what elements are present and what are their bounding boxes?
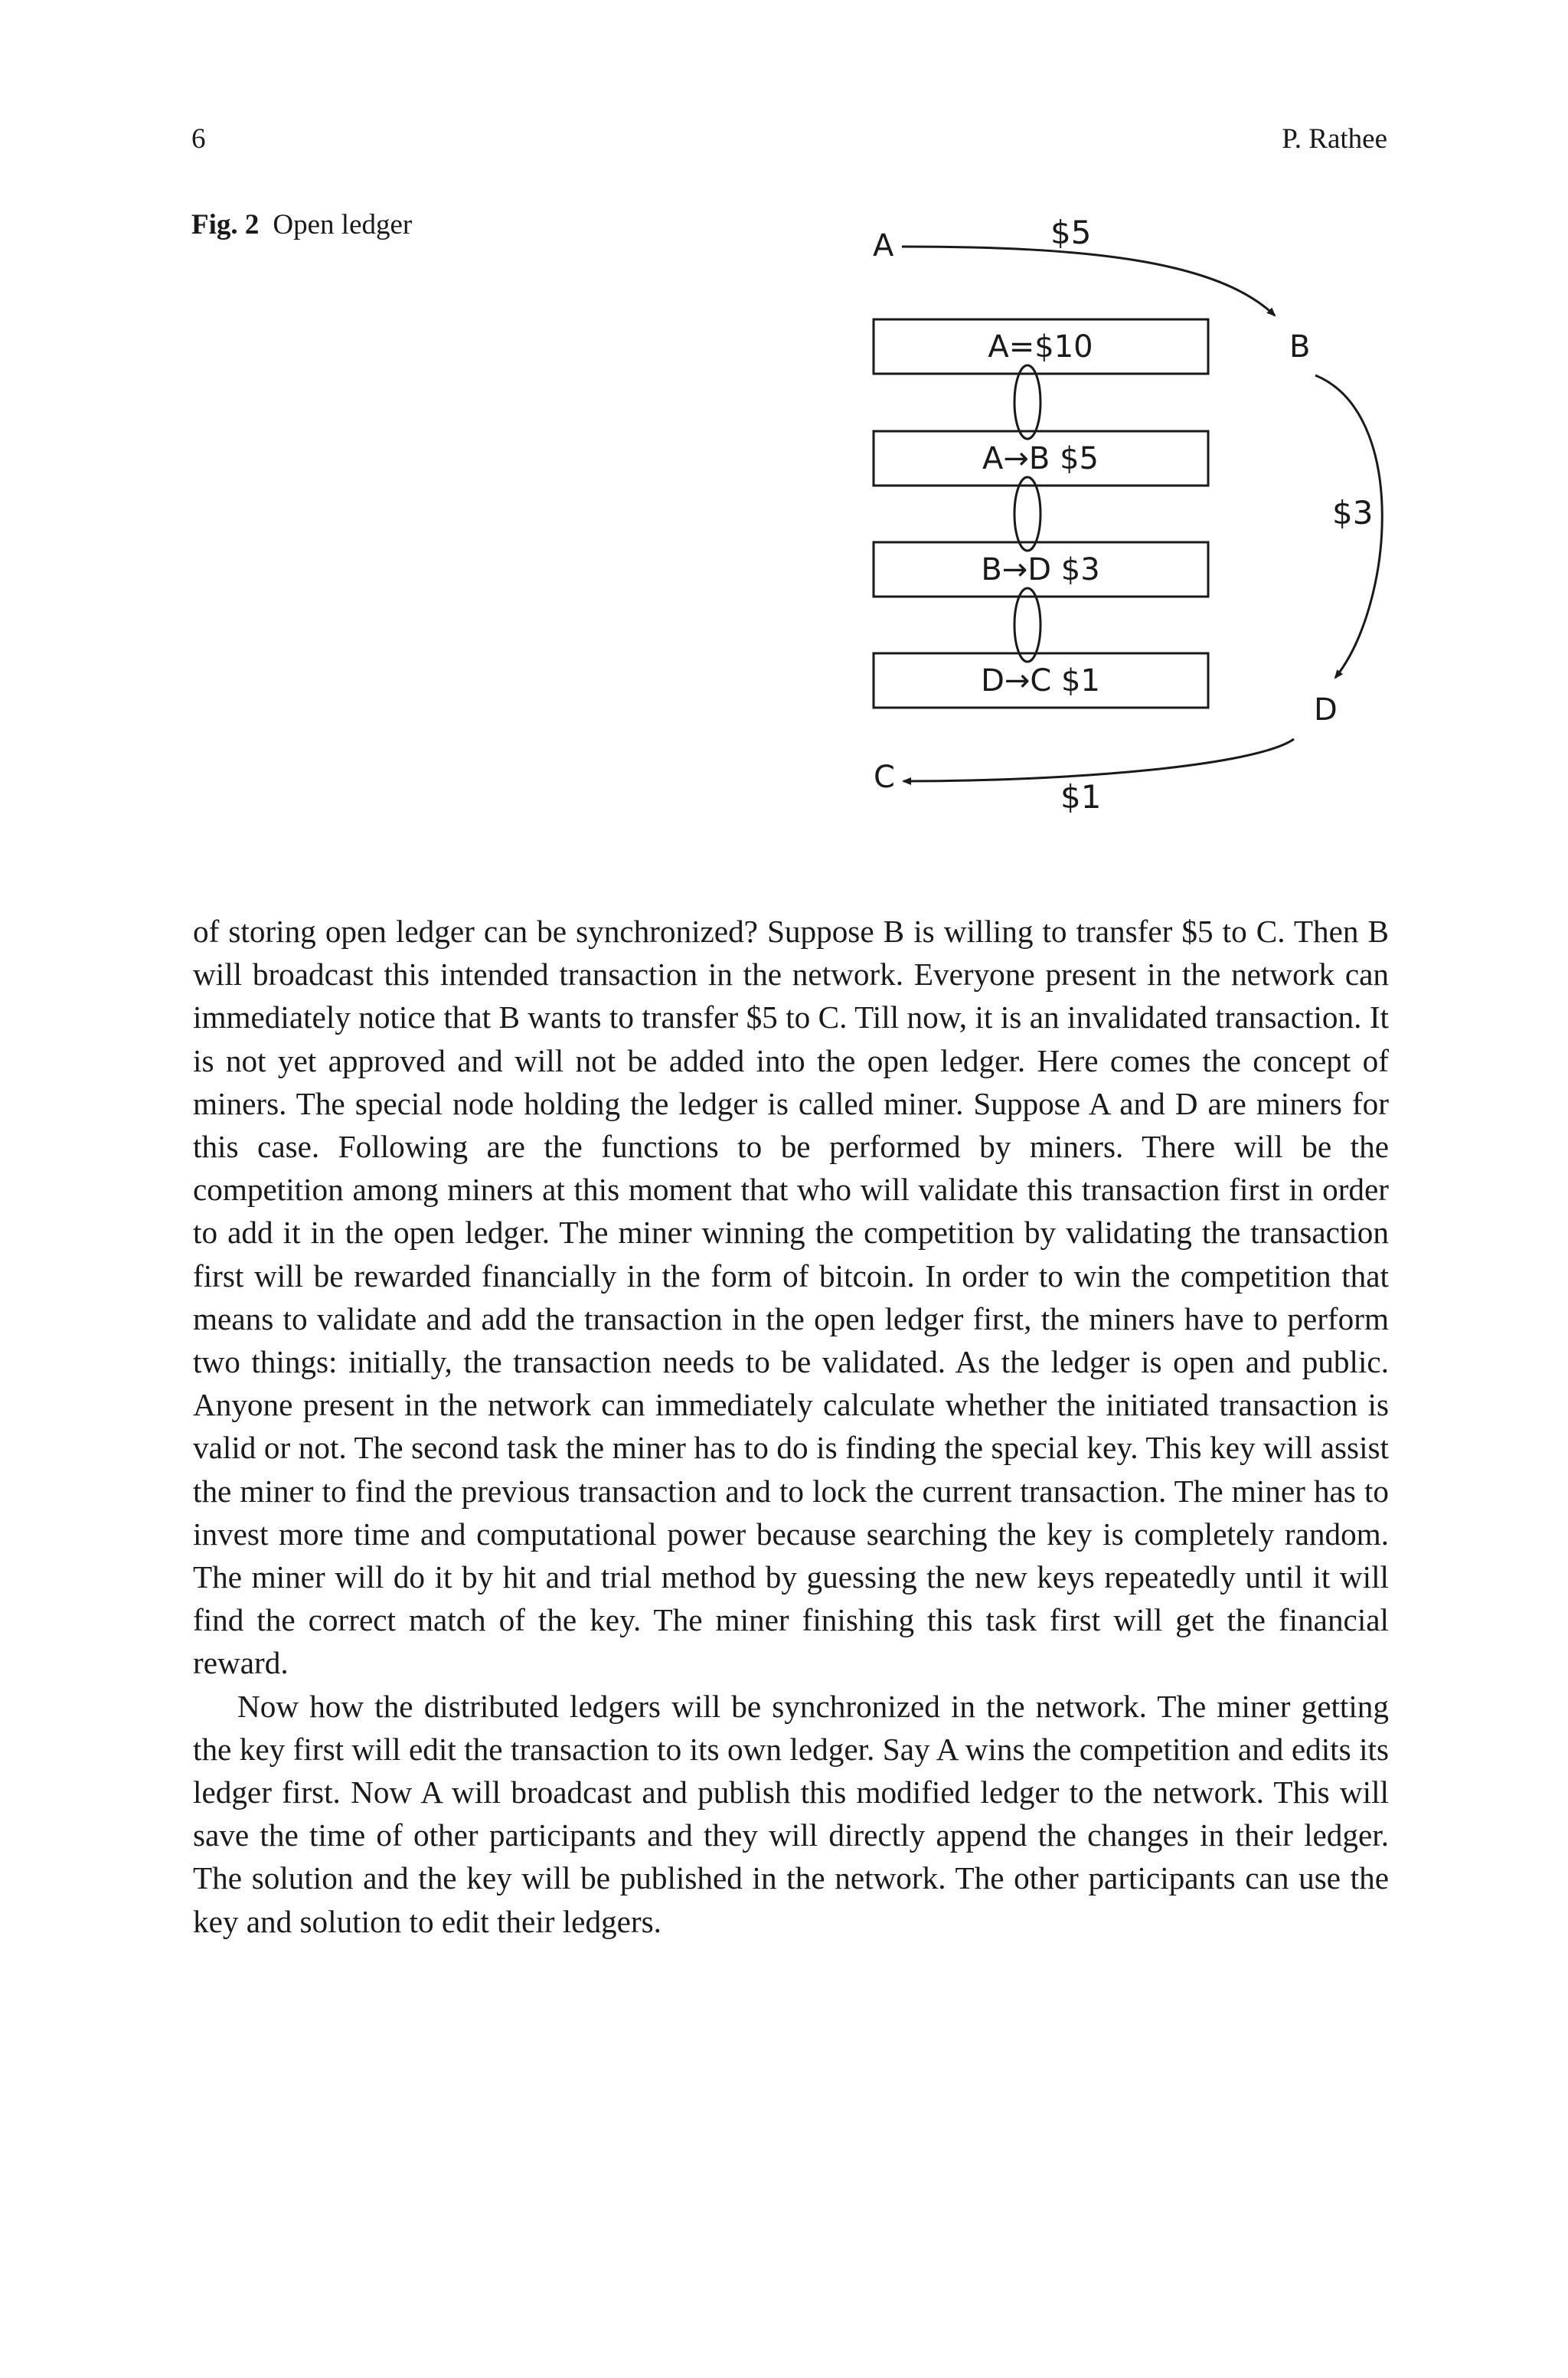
ledger-block-1-text: A=$10	[988, 329, 1093, 365]
running-author: P. Rathee	[1282, 123, 1387, 155]
ledger-block-4-text: D→C $1	[981, 663, 1100, 698]
body-text	[193, 910, 1389, 1943]
chain-link-2	[1014, 477, 1040, 551]
edge-label-d-to-c: $1	[1060, 778, 1102, 816]
node-b-label: B	[1289, 329, 1311, 365]
chain-link-3	[1014, 588, 1040, 662]
edge-label-a-to-b: $5	[1050, 214, 1092, 251]
open-ledger-diagram	[0, 0, 1568, 865]
node-a-label: A	[873, 228, 894, 263]
arrow-d-to-c	[903, 739, 1294, 781]
figure-label: Fig. 2	[191, 209, 260, 240]
paragraph-2: Now how the distributed ledgers will be synchronized in the network. The miner getting the key first will edit the transaction to its own ledger. Say A wins the competition and edits its ledger first. Now A will broadcast and publish this modified ledger to the network. This will save the time of other participants and they will directly append the changes in their ledger. The solution and the key will be published in the network. The other participants can use the key and solution to edit their ledgers.	[193, 1688, 1389, 1939]
page-number: 6	[191, 123, 206, 155]
edge-label-b-to-d: $3	[1332, 494, 1374, 532]
figure-caption-text: Open ledger	[273, 209, 413, 240]
arrow-a-to-b	[902, 247, 1275, 316]
node-d-label: D	[1314, 692, 1338, 728]
chain-link-1	[1014, 365, 1040, 439]
node-c-label: C	[874, 760, 895, 795]
ledger-block-3-text: B→D $3	[981, 552, 1100, 587]
paragraph-1: of storing open ledger can be synchronized? Suppose B is willing to transfer $5 to C. Then B will broadcast this intended transaction in the network. Everyone present in the network can immediately notice that B wants to transfer $5 to C. Till now, it is an invalidated transaction. It is not yet approved and will not be added into the open ledger. Here comes the concept of miners. The special node holding the ledger is called miner. Suppose A and D are miners for this case. Following are the functions to be performed by miners. There will be the competition among miners at this moment that who will validate this transaction first in order to add it in the open ledger. The miner winning the competition by validating the transaction first will be rewarded financially in the form of bitcoin. In order to win the competition that means to validate and add the transaction in the open ledger first, the miners have to perform two things: initially, the transaction needs to be validated. As the ledger is open and public. Anyone present in the network can immediately calculate whether the initiated transaction is valid or not. The second task the miner has to do is finding the special key. This key will assist the miner to find the previous transaction and to lock the current transaction. The miner has to invest more time and computational power because searching the key is completely random. The miner will do it by hit and trial method by guessing the new keys repeatedly until it will find the correct match of the key. The miner finishing this task first will get the financial reward.	[193, 914, 1389, 1681]
ledger-block-2-text: A→B $5	[982, 441, 1099, 476]
